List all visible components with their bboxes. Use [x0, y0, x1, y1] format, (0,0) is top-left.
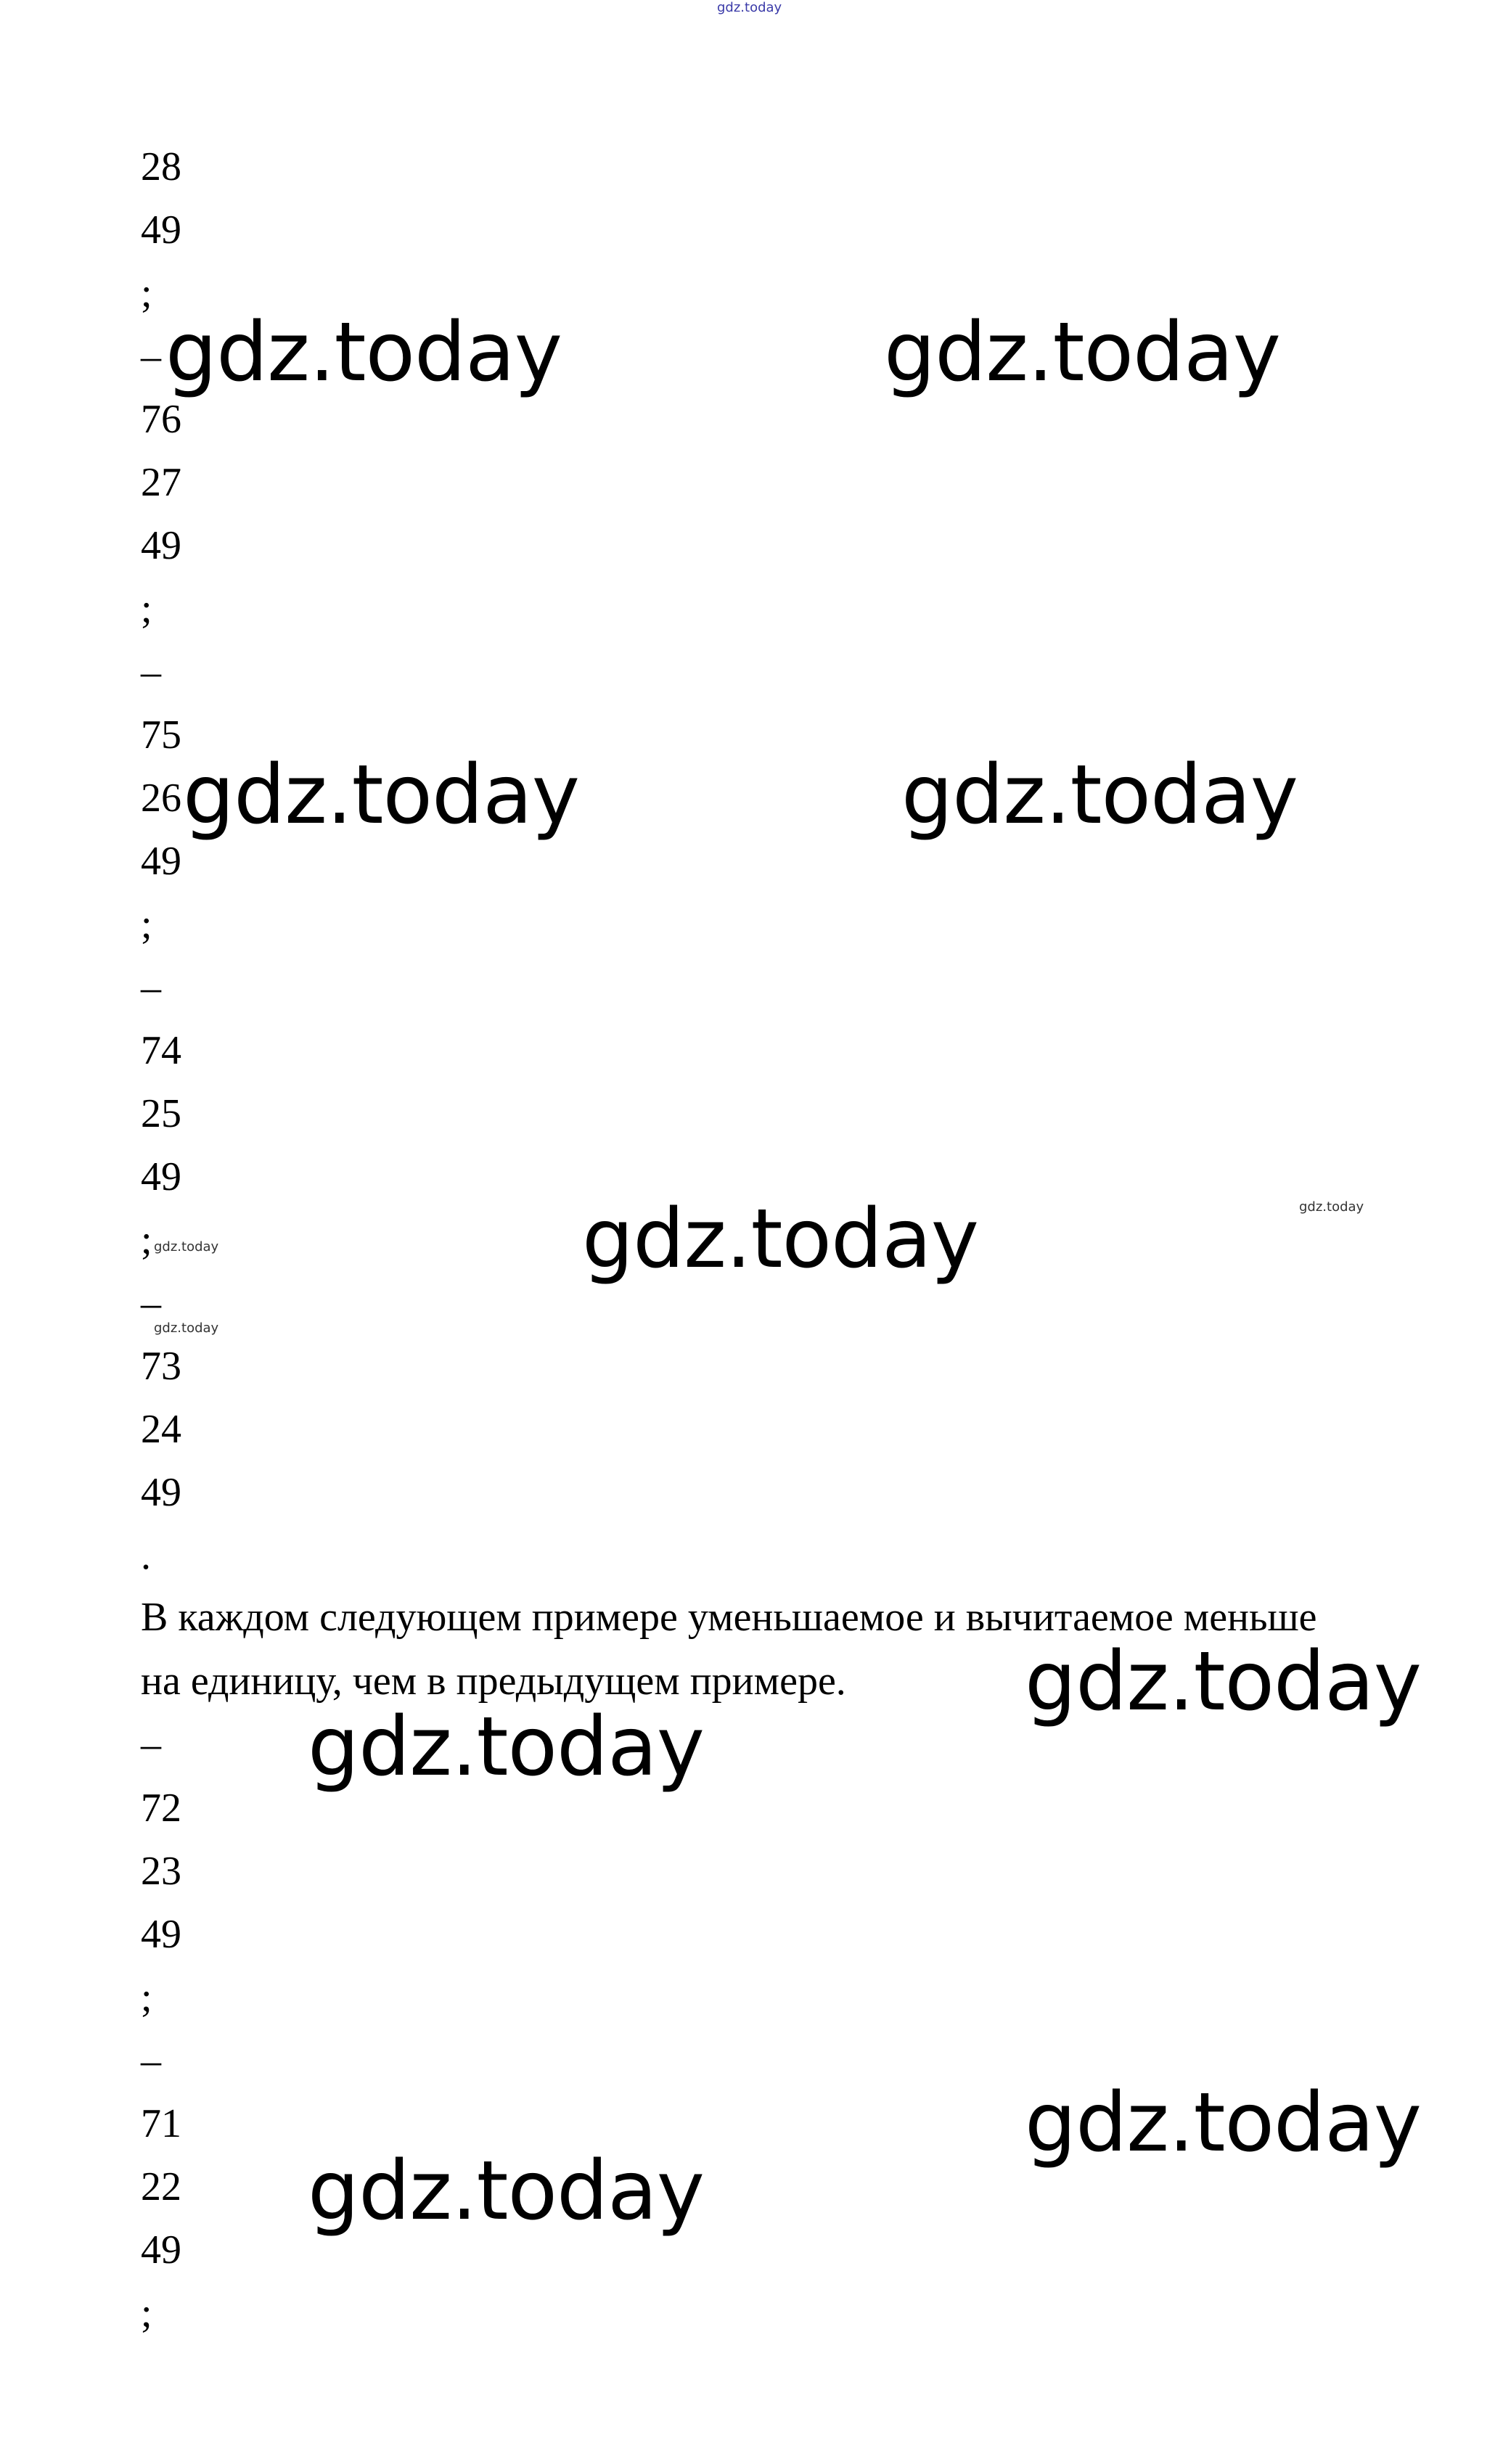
line2-0: –	[141, 1722, 161, 1767]
line-5: 27	[141, 460, 181, 505]
line-7: ;	[141, 586, 152, 631]
line-14: 74	[141, 1028, 181, 1073]
line-0: 28	[141, 144, 181, 189]
watermark-8: gdz.today	[1025, 2076, 1422, 2170]
line2-8: 49	[141, 2227, 181, 2272]
line-6: 49	[141, 523, 181, 568]
watermark-5: gdz.today	[582, 1192, 979, 1286]
watermark-top: gdz.today	[717, 0, 782, 15]
line-17: ;	[141, 1217, 152, 1262]
line-9: 75	[141, 712, 181, 757]
line-11: 49	[141, 839, 181, 884]
line2-9: ;	[141, 2291, 152, 2336]
line-10: 26	[141, 776, 181, 821]
line-18: –	[141, 1281, 161, 1326]
paragraph-line-1: В каждом следующем примере уменьшаемое и вычитаемое меньше	[141, 1595, 1317, 1640]
watermark-7: gdz.today	[308, 1700, 705, 1794]
line-20: 24	[141, 1407, 181, 1452]
line-16: 49	[141, 1154, 181, 1199]
watermark-small-2: gdz.today	[154, 1239, 219, 1254]
paragraph-line-2: на единицу, чем в предыдущем примере.	[141, 1659, 846, 1704]
line-2: ;	[141, 271, 152, 316]
line-1: 49	[141, 208, 181, 252]
line2-1: 72	[141, 1786, 181, 1831]
line-3: –	[141, 334, 161, 379]
line-21: 49	[141, 1470, 181, 1515]
line-12: ;	[141, 902, 152, 947]
line2-4: ;	[141, 1975, 152, 2020]
line-13: –	[141, 965, 161, 1010]
line-15: 25	[141, 1091, 181, 1136]
line-22: .	[141, 1533, 151, 1578]
watermark-6: gdz.today	[1025, 1635, 1422, 1729]
line2-3: 49	[141, 1912, 181, 1957]
line-19: 73	[141, 1344, 181, 1389]
watermark-1: gdz.today	[165, 305, 562, 400]
line2-2: 23	[141, 1849, 181, 1894]
line2-5: –	[141, 2038, 161, 2083]
watermark-small-1: gdz.today	[1299, 1199, 1364, 1215]
watermark-2: gdz.today	[884, 305, 1281, 400]
line2-7: 22	[141, 2164, 181, 2209]
watermark-4: gdz.today	[901, 748, 1298, 842]
watermark-9: gdz.today	[308, 2144, 705, 2238]
line2-6: 71	[141, 2101, 181, 2146]
line-4: 76	[141, 397, 181, 442]
watermark-small-3: gdz.today	[154, 1321, 219, 1336]
watermark-3: gdz.today	[183, 748, 580, 842]
line-8: –	[141, 649, 161, 694]
